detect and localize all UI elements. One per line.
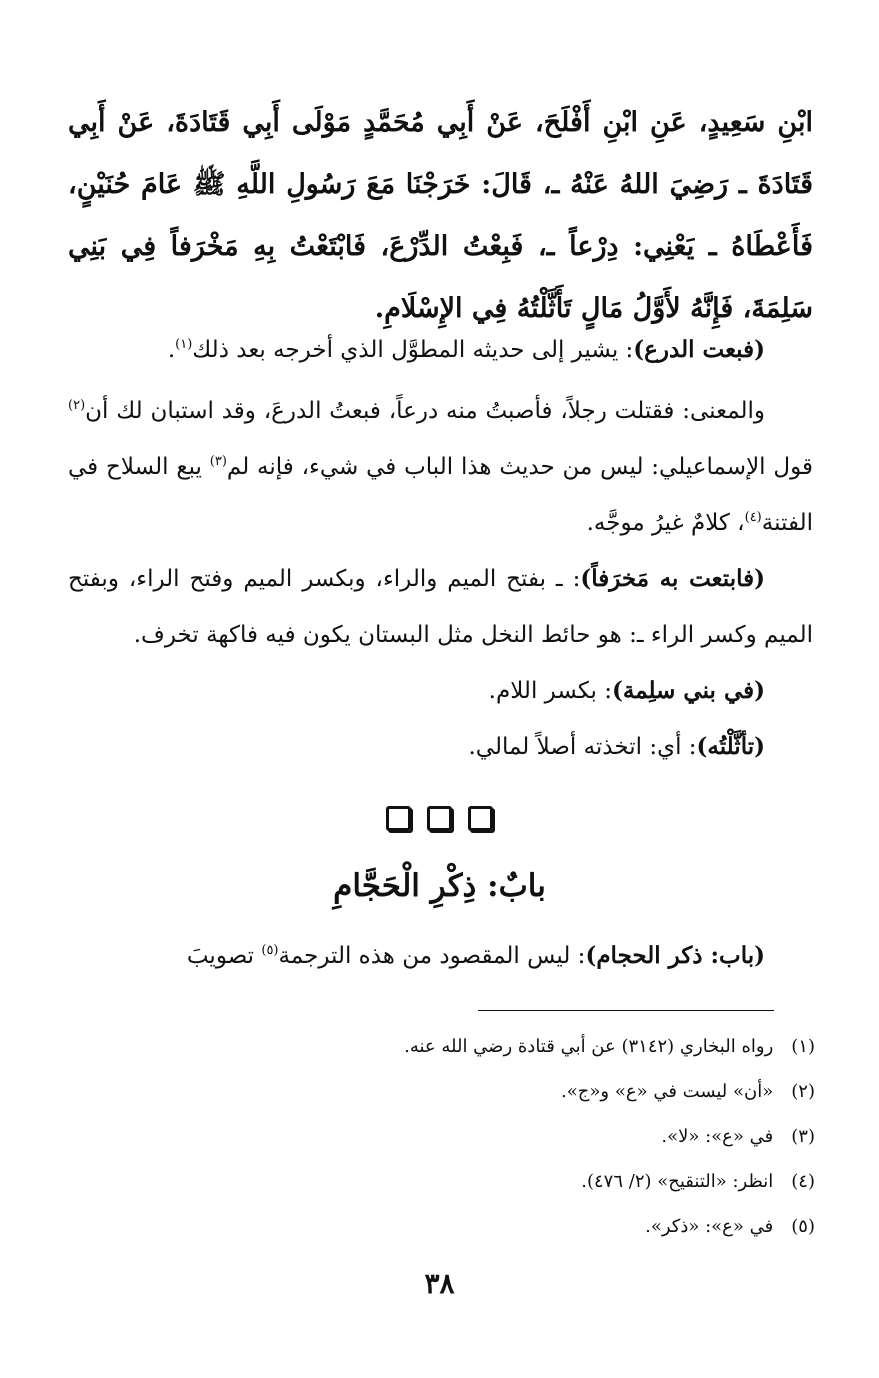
footnote-text: «أن» ليست في «ع» و«ج». — [561, 1081, 774, 1102]
commentary-term: (تأثَّلْتُه) — [696, 733, 765, 760]
footnote-marker: (٣) — [209, 454, 227, 469]
commentary-paragraph — [68, 551, 813, 663]
hadith-line: ـ يَعْنِي: دِرْعاً ـ، فَبِعْتُ الدِّرْعَ، فَابْتَعْتُ بِهِ مَخْرَفاً فِي بَنِي سَلِمَةَ، فَإِنَّهُ — [68, 231, 813, 324]
commentary-term: (فبعت الدرع) — [633, 336, 765, 363]
hadith-line: لأَوَّلُ مَالٍ تَأَثَّلْتُهُ فِي الإِسْلَامِ. — [374, 293, 681, 324]
commentary-text: : بكسر اللام. — [488, 678, 613, 704]
footnote-item — [68, 1024, 815, 1069]
commentary-text: والمعنى: فقتلت رجلاً، فأصبتُ منه درعاً، فبعتُ الدرعَ، وقد استبان لك أن — [85, 398, 765, 424]
commentary-text: : أي: اتخذته أصلاً لمالي. — [468, 734, 697, 760]
footnote-text: رواه البخاري (٣١٤٢) عن أبي قتادة رضي الله عنه. — [404, 1036, 774, 1057]
footnote-separator — [478, 1010, 774, 1011]
commentary-paragraph — [68, 928, 813, 984]
footnotes — [68, 1024, 815, 1249]
commentary-text: : ليس المقصود من هذه الترجمة — [278, 943, 586, 969]
square-ornament-icon — [468, 806, 493, 831]
commentary-text: قول الإسماعيلي: ليس من حديث هذا الباب في شيء، فإنه لم — [226, 454, 813, 480]
commentary-term: (فابتعت به مَخرَفاً) — [580, 565, 765, 592]
footnote-number: (٤) — [791, 1171, 815, 1192]
square-ornament-icon — [386, 806, 411, 831]
footnote-text: في «ع»: «ذكر». — [645, 1216, 774, 1237]
footnote-marker: (١) — [175, 337, 193, 352]
footnote-marker: (٢) — [68, 398, 86, 413]
commentary-text: : ـ بفتح الميم والراء، وبكسر الميم وفتح الراء، وبفتح الميم وكسر الراء ـ: هو حائط النخل مثل البستان يكون فيه فاكهة تخرف. — [68, 566, 813, 648]
commentary-paragraph — [68, 719, 813, 775]
page-number: ٣٨ — [424, 1267, 455, 1300]
commentary-term: (في بني سلِمة) — [612, 677, 765, 704]
commentary-text: : يشير إلى حديثه المطوَّل الذي أخرجه بعد ذلك — [192, 337, 634, 363]
commentary-text: تصويبَ — [186, 943, 262, 969]
commentary-text: ، كلامٌ غيرُ موجَّه. — [586, 510, 745, 536]
commentary-paragraph — [68, 663, 813, 719]
footnote-text: في «ع»: «لا». — [661, 1126, 774, 1147]
commentary-text: يبع السلاح في الفتنة — [68, 454, 813, 536]
commentary-paragraph — [68, 383, 813, 551]
square-ornament-icon — [427, 806, 452, 831]
footnote-text: انظر: «التنقيح» (٢/ ٤٧٦). — [581, 1171, 774, 1192]
footnote-item — [68, 1204, 815, 1249]
chapter-title: بابٌ: ذِكْرِ الْحَجَّامِ — [333, 868, 546, 904]
footnote-number: (١) — [791, 1036, 815, 1057]
commentary-term: (باب: ذكر الحجام) — [585, 942, 765, 969]
hadith-line: ـ رَضِيَ اللهُ عَنْهُ ـ، قَالَ: خَرَجْنَا مَعَ رَسُولِ اللَّهِ ﷺ عَامَ حُنَيْنٍ، فَأَعْطَاهُ — [68, 169, 813, 262]
hadith-line: ابْنِ سَعِيدٍ، عَنِ ابْنِ أَفْلَحَ، عَنْ أَبِي مُحَمَّدٍ مَوْلَى أَبِي قَتَادَةَ، عَنْ أَبِي قَتَادَةَ — [68, 107, 813, 200]
hadith-text — [68, 92, 813, 340]
section-divider — [0, 806, 879, 831]
footnote-item — [68, 1114, 815, 1159]
commentary-paragraph — [68, 322, 813, 378]
footnote-number: (٢) — [791, 1081, 815, 1102]
footnote-item — [68, 1159, 815, 1204]
footnote-number: (٣) — [791, 1126, 815, 1147]
footnote-item — [68, 1069, 815, 1114]
commentary-text: . — [167, 337, 176, 363]
footnote-number: (٥) — [791, 1216, 815, 1237]
footnote-marker: (٤) — [744, 510, 762, 525]
footnote-marker: (٥) — [261, 943, 279, 958]
